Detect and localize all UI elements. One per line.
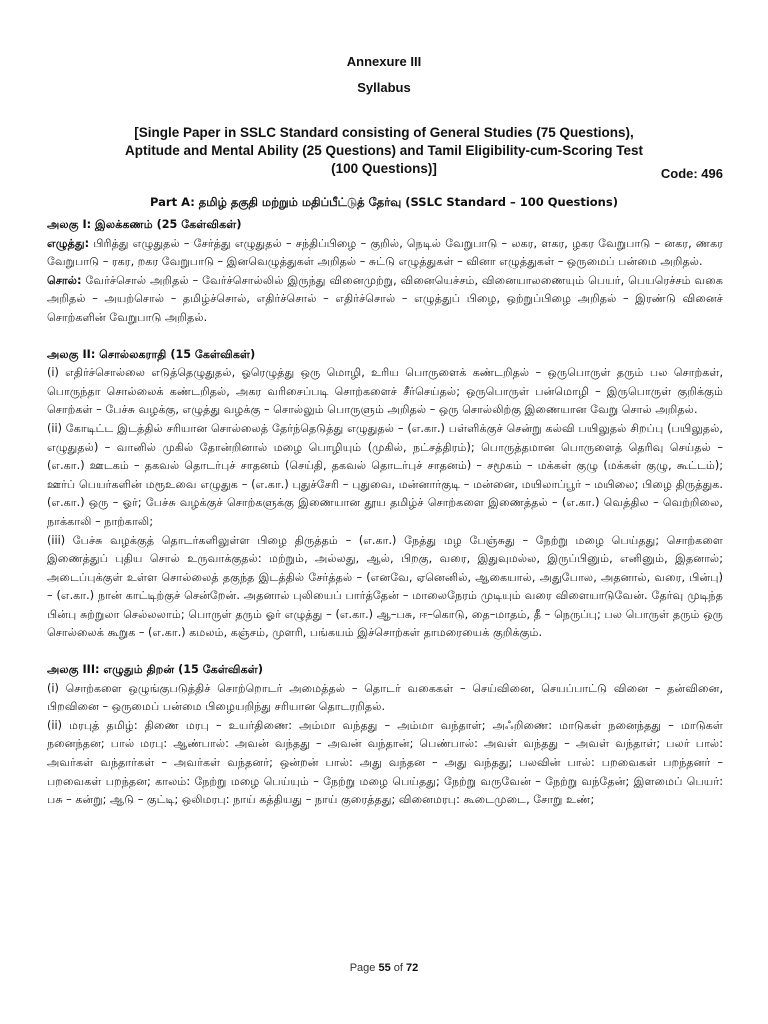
unit-3-paragraph-1: (i) சொற்களை ஒழுங்குபடுத்திச் சொற்றொடர் அமைத்தல் – தொடர் வகைகள் – செய்வினை, செயப்பாட்டு வினை – தன்வினை, பிறவினை – ஒருமைப் பன்மை பிழையறிந்து சரியான தொடரறிதல். [47,681,723,714]
footer-middle: of [390,962,407,974]
unit-2-paragraph-2: (ii) கோடிட்ட இடத்தில் சரியான சொல்லைத் தேர்ந்தெடுத்து எழுதுதல் – (எ.கா.) பள்ளிக்குச் சென்று கல்வி பயிலுதல் சிறப்பு (பயிலுதல், எழுதுதல்) – வானில் முகில் தோன்றினால் மழை பொழியும் (முகில், நட்சத்திரம்); பொருத்தமான பொருளைத் தெரிவு செய்தல் – (எ.கா.) ஊடகம் – தகவல் தொடர்புச் சாதனம் (செய்தி, தகவல் தொடர்புச் சாதனம்) – சமூகம் – மக்கள் குழு (மக்கள் குழு, கூட்டம்); ஊர்ப் பெயர்களின் மரூஉவை எழுதுக – (எ.கா.) புதுச்சேரி – புதுவை, மன்னார்குடி – மன்னை, மயிலாப்பூர் – மயிலை; பிழை திருத்துக. (எ.கா.) ஒரு – ஓர்; பேச்சு வழக்குச் சொற்களுக்கு இணையான தூய தமிழ்ச் சொற்களை இணைத்தல் – (எ.கா.) வெத்தில – வெற்றிலை, நாக்காலி – நாற்காலி; [47,421,723,528]
unit-2-title: அலகு II: சொல்லகராதி (15 கேள்விகள்) [47,347,256,361]
unit-2-paragraph-1: (i) எதிர்ச்சொல்லை எடுத்தெழுதுதல், ஓரெழுத்து ஒரு மொழி, உரிய பொருளைக் கண்டறிதல் – ஒருபொருள் தரும் பல சொற்கள், பொருந்தா சொல்லைக் கண்டறிதல், அகர வரிசைப்படி சொற்களைச் சீர்செய்தல்; ஒருபொருள் பன்மொழி – இருபொருள் குறிக்கும் சொற்கள் – பேச்சு வழக்கு, எழுத்து வழக்கு – சொல்லும் பொருளும் அறிதல் – ஒரு சொல்லிற்கு இணையான வேறு சொல் அறிதல். [47,366,723,417]
unit-1-letters-paragraph [47,235,723,272]
footer-total: 72 [406,962,419,974]
letters-text: பிரித்து எழுதுதல் – சேர்த்து எழுதுதல் – சந்திப்பிழை – குறில், நெடில் வேறுபாடு – லகர, ளகர, ழகர வேறுபாடு – னகர, ணகர வேறுபாடு – ரகர, றகர வேறுபாடு – இனவெழுத்துகள் அறிதல் – சுட்டு எழுத்துகள் – வினா எழுத்துகள் – ஒருமைப் பன்மை அறிதல். [47,236,723,269]
annexure-heading: Annexure III [346,54,422,69]
unit-3-paragraph-2: (ii) மரபுத் தமிழ்: திணை மரபு – உயர்திணை: அம்மா வந்தது – அம்மா வந்தாள்; அஃறிணை: மாடுகள் நனைந்தது – மாடுகள் நனைந்தன; பால் மரபு: ஆண்பால்: அவன் வந்தது – அவன் வந்தான்; பெண்பால்: அவள் வந்தது – அவள் வந்தாள்; பலர் பால்: அவர்கள் வந்தார்கள் – அவர்கள் வந்தனர்; ஒன்றன் பால்: அது வந்தன – அது வந்தது; பலவின் பால்: பறவைகள் பறந்தனர் – பறவைகள் பறந்தன; காலம்: நேற்று மழை பெய்யும் – நேற்று மழை பெய்தது; நேற்று வருவேன் – நேற்று வந்தேன்; இளமைப் பெயர்: பசு – கன்று; ஆடு – குட்டி; ஒலிமரபு: நாய் கத்தியது – நாய் குரைத்தது; வினைமரபு: கூடைமுடை, சோறு உண்; [47,718,723,807]
footer-prefix: Page [349,962,379,974]
unit-2-paragraph-3: (iii) பேச்சு வழக்குத் தொடர்களிலுள்ள பிழை திருத்தம் – (எ.கா.) நேத்து மழ பேஞ்சுது – நேற்று மழை பெய்தது; சொற்களை இணைத்துப் புதிய சொல் உருவாக்குதல்: மற்றும், அல்லது, ஆல், பிறகு, வரை, இதுவுமல்ல, இருப்பினும், எனினும், இதனால்; அடைப்புக்குள் உள்ள சொல்லைத் தகுந்த இடத்தில் சேர்த்தல் – (எனவே, ஏனெனில், ஆகையால், அதுபோல, அதனால், வரை, பின்பு) – (எ.கா.) நான் காட்டிற்குச் சென்றேன். அதனால் புலியைப் பார்த்தேன் – மாலைநேரம் முடியும் வரை விளையாடுவேன். தேர்வு முடிந்த பின்பு சுற்றுலா செல்லலாம்; பொருள் தரும் ஓர் எழுத்து – (எ.கா.) ஆ–பசு, ஈ–கொடு, தை–மாதம், தீ – நெருப்பு; பல பொருள் தரும் ஒரு சொல்லைக் கூறுக – (எ.கா.) கமலம், கஞ்சம், முளரி, பங்கயம் இச்சொற்கள் தாமரையைக் குறிக்கும். [47,533,723,640]
syllabus-heading: Syllabus [357,80,411,95]
page-number-footer [0,962,768,974]
unit-1-words-paragraph [47,272,723,328]
paper-code: Code: 496 [660,166,723,181]
unit-1-title: அலகு I: இலக்கணம் (25 கேள்விகள்) [47,218,242,231]
letters-label: எழுத்து: [47,236,90,250]
syllabus-body [47,216,723,810]
paper-description: [Single Paper in SSLC Standard consisting of General Studies (75 Questions), Aptitude and Mental Ability (25 Questions) and Tamil Eligibility-cum-Scoring Test (100 Questions)] [124,125,644,176]
footer-page: 55 [378,962,391,974]
unit-3-section [47,661,723,810]
part-a-title: Part A: தமிழ் தகுதி மற்றும் மதிப்பீட்டுத் தேர்வு (SSLC Standard – 100 Questions) [150,195,618,209]
words-label: சொல்: [47,273,82,287]
unit-1-section [47,216,723,328]
words-text: வேர்ச்சொல் அறிதல் – வேர்ச்சொல்லில் இருந்து வினைமுற்று, வினையெச்சம், வினையாலணையும் பெயர், பெயரெச்சம் வகை அறிதல் – அயற்சொல் – தமிழ்ச்சொல், எதிர்ச்சொல் – எதிர்ச்சொல் – எழுத்துப் பிழை, ஒற்றுப்பிழை அறிதல் – இரண்டு வினைச் சொற்களின் வேறுபாடு அறிதல். [47,273,723,324]
unit-2-section [47,346,723,644]
unit-3-title: அலகு III: எழுதும் திறன் (15 கேள்விகள்) [47,663,264,677]
